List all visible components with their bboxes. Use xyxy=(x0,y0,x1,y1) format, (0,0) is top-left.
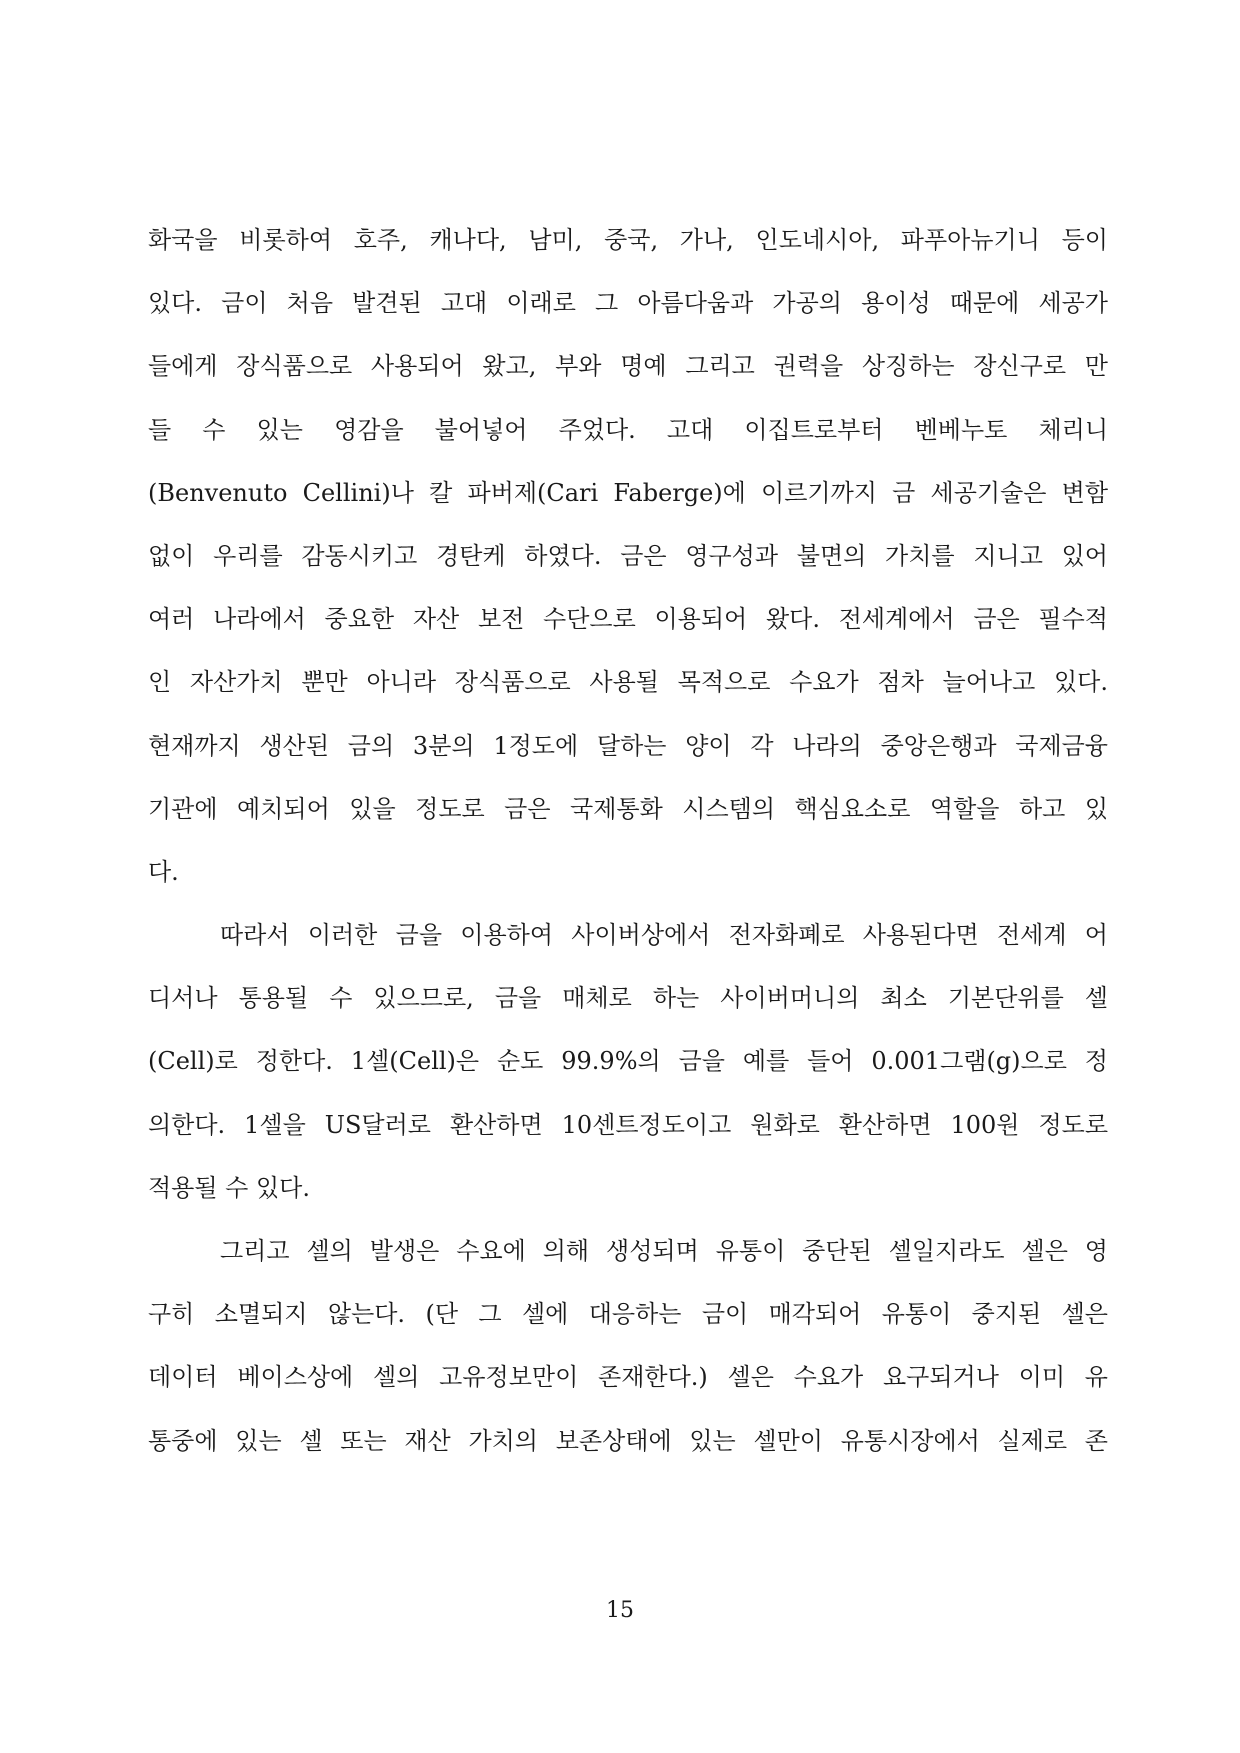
text-line: 데이터 베이스상에 셀의 고유정보만이 존재한다.) 셀은 수요가 요구되거나 이미 유 xyxy=(148,1363,1108,1392)
text-line: 화국을 비롯하여 호주, 캐나다, 남미, 중국, 가나, 인도네시아, 파푸아뉴기니 등이 xyxy=(148,226,1108,254)
text-line: 디서나 통용될 수 있으므로, 금을 매체로 하는 사이버머니의 최소 기본단위를 셀 xyxy=(148,984,1108,1013)
body-text xyxy=(148,225,1108,1489)
page-number: 15 xyxy=(606,1598,634,1623)
text-line: (Cell)로 정한다. 1셀(Cell)은 순도 99.9%의 금을 예를 들어 0.001그램(g)으로 정 xyxy=(148,1047,1108,1076)
text-line: 통중에 있는 셀 또는 재산 가치의 보존상태에 있는 셀만이 유통시장에서 실제로 존 xyxy=(148,1426,1108,1455)
text-line: 구히 소멸되지 않는다. (단 그 셀에 대응하는 금이 매각되어 유통이 중지된 셀은 xyxy=(148,1300,1108,1329)
text-line: 인 자산가치 뿐만 아니라 장식품으로 사용될 목적으로 수요가 점차 늘어나고 있다. xyxy=(148,668,1108,697)
text-line: 있다. 금이 처음 발견된 고대 이래로 그 아름다움과 가공의 용이성 때문에 세공가 xyxy=(148,289,1108,318)
text-line: 그리고 셀의 발생은 수요에 의해 생성되며 유통이 중단된 셀일지라도 셀은 영 xyxy=(220,1237,1108,1265)
text-line: 들 수 있는 영감을 불어넣어 주었다. 고대 이집트로부터 벤베누토 체리니 xyxy=(148,415,1108,444)
text-line: 여러 나라에서 중요한 자산 보전 수단으로 이용되어 왔다. 전세계에서 금은 필수적 xyxy=(148,605,1108,634)
text-line: 현재까지 생산된 금의 3분의 1정도에 달하는 양이 각 나라의 중앙은행과 국제금융 xyxy=(148,731,1108,760)
text-line: 기관에 예치되어 있을 정도로 금은 국제통화 시스템의 핵심요소로 역할을 하고 있 xyxy=(148,794,1108,823)
text-line: 다. xyxy=(148,857,179,886)
text-line: 들에게 장식품으로 사용되어 왔고, 부와 명예 그리고 권력을 상징하는 장신구로 만 xyxy=(148,352,1108,381)
text-line: 적용될 수 있다. xyxy=(148,1173,310,1202)
text-line: 없이 우리를 감동시키고 경탄케 하였다. 금은 영구성과 불면의 가치를 지니고 있어 xyxy=(148,541,1108,570)
text-line: 따라서 이러한 금을 이용하여 사이버상에서 전자화폐로 사용된다면 전세계 어 xyxy=(220,921,1108,950)
text-line: (Benvenuto Cellini)나 칼 파버제(Cari Faberge)에 이르기까지 금 세공기술은 변함 xyxy=(148,478,1108,507)
text-line: 의한다. 1셀을 US달러로 환산하면 10센트정도이고 원화로 환산하면 100원 정도로 xyxy=(148,1110,1108,1139)
